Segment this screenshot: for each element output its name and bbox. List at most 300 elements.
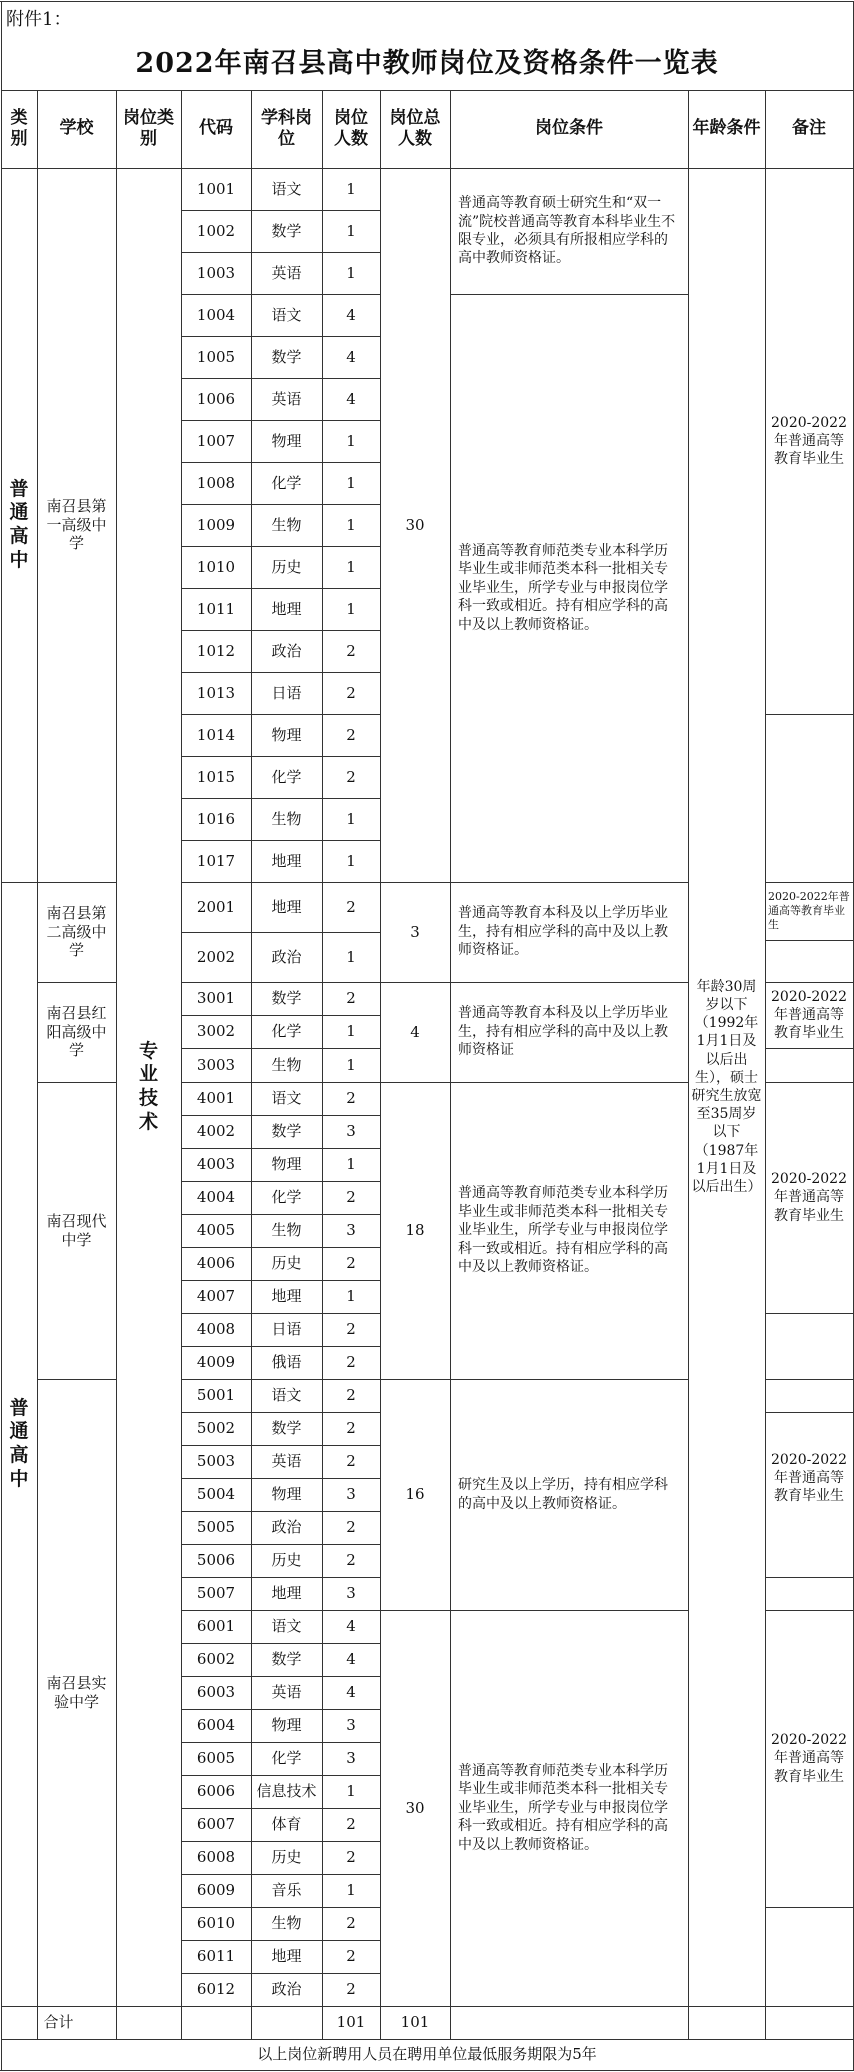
row-code: 4004 — [196, 1188, 236, 1207]
row-subject: 英语 — [271, 389, 302, 408]
row-code: 6006 — [196, 1782, 236, 1801]
school-name: 南召县第二高级中学 — [46, 903, 107, 960]
row-count: 2 — [346, 1089, 356, 1108]
category-cell-1-char: 通 — [9, 501, 29, 524]
row-count: 4 — [346, 1683, 356, 1702]
grid-line — [765, 168, 853, 169]
grid-line — [181, 210, 380, 211]
grid-line — [37, 1379, 116, 1380]
grid-line — [181, 1412, 380, 1413]
row-count: 1 — [346, 473, 356, 492]
row-code: 6009 — [196, 1881, 236, 1900]
row-subject: 体育 — [271, 1815, 302, 1834]
total-count: 3 — [410, 922, 420, 941]
row-count: 1 — [346, 1782, 356, 1801]
grid-line — [181, 1015, 380, 1016]
grid-line — [450, 168, 688, 169]
row-subject: 音乐 — [271, 1881, 302, 1900]
row-count: 2 — [346, 767, 356, 786]
grid-line — [181, 1577, 380, 1578]
grid-line — [181, 588, 380, 589]
grid-line — [181, 1643, 380, 1644]
row-count: 1 — [346, 1155, 356, 1174]
summary-count: 101 — [336, 2013, 366, 2032]
grid-line — [181, 294, 380, 295]
grid-line — [1, 2006, 853, 2007]
row-count: 2 — [346, 683, 356, 702]
post-condition: 普通高等教育硕士研究生和“双一流”院校普通高等教育本科毕业生不限专业，必须具有所报相应学科的高中教师资格证。 — [458, 195, 676, 267]
row-subject: 信息技术 — [256, 1782, 317, 1801]
row-count: 1 — [346, 599, 356, 618]
row-count: 1 — [346, 809, 356, 828]
row-subject: 地理 — [271, 599, 302, 618]
grid-line — [181, 1247, 380, 1248]
grid-line — [181, 1610, 380, 1611]
school-name: 南召县第一高级中学 — [46, 496, 107, 553]
grid-line — [380, 168, 381, 2039]
grid-line — [37, 168, 116, 169]
grid-line — [765, 1412, 853, 1413]
grid-line — [181, 1511, 380, 1512]
row-subject: 化学 — [271, 1749, 302, 1768]
row-code: 6002 — [196, 1650, 236, 1669]
row-count: 1 — [346, 947, 356, 966]
row-subject: 物理 — [271, 725, 302, 744]
row-subject: 化学 — [271, 767, 302, 786]
grid-line — [181, 756, 380, 757]
grid-line — [181, 546, 380, 547]
row-count: 2 — [346, 1551, 356, 1570]
row-subject: 俄语 — [271, 1353, 302, 1372]
grid-line — [1, 2039, 853, 2040]
grid-line — [181, 1808, 380, 1809]
remark: 2020-2022年普通高等教育毕业生 — [771, 1171, 847, 1224]
grid-line — [450, 1610, 688, 1611]
grid-line — [181, 798, 380, 799]
row-code: 2001 — [196, 897, 236, 916]
category-cell-1 — [1, 168, 37, 882]
grid-line — [450, 90, 451, 168]
row-count: 1 — [346, 515, 356, 534]
row-code: 1008 — [196, 473, 236, 492]
remark: 2020-2022年普通高等教育毕业生 — [771, 988, 847, 1042]
grid-line — [181, 1048, 380, 1049]
total-count: 16 — [405, 1485, 425, 1504]
grid-line — [181, 168, 380, 169]
grid-line — [181, 840, 380, 841]
row-subject: 数学 — [271, 989, 302, 1008]
row-code: 5002 — [196, 1419, 236, 1438]
row-count: 4 — [346, 1617, 356, 1636]
footer-note: 以上岗位新聘用人员在聘用单位最低服务期限为5年 — [257, 2045, 597, 2064]
row-subject: 英语 — [271, 1683, 302, 1702]
grid-line — [181, 1478, 380, 1479]
grid-line — [765, 940, 853, 941]
grid-line — [765, 1048, 853, 1049]
row-subject: 日语 — [271, 683, 302, 702]
grid-line — [37, 882, 116, 883]
row-count: 2 — [346, 725, 356, 744]
row-count: 2 — [346, 1452, 356, 1471]
row-subject: 数学 — [271, 1122, 302, 1141]
category-cell-1-char: 高 — [9, 525, 29, 547]
grid-line — [765, 982, 853, 983]
row-subject: 语文 — [271, 305, 302, 324]
row-code: 6001 — [196, 1617, 236, 1636]
grid-line — [181, 90, 182, 168]
row-count: 1 — [346, 431, 356, 450]
row-subject: 数学 — [271, 221, 302, 240]
row-code: 1002 — [196, 221, 236, 240]
grid-line — [380, 1379, 450, 1380]
grid-line — [181, 714, 380, 715]
grid-line — [116, 168, 117, 2039]
row-code: 4006 — [196, 1254, 236, 1273]
row-subject: 政治 — [271, 947, 302, 966]
category-cell-1-char: 中 — [9, 548, 29, 571]
grid-line — [37, 90, 38, 168]
grid-line — [765, 168, 766, 2039]
grid-line — [181, 462, 380, 463]
grid-line — [765, 1907, 853, 1908]
category-cell-2-char: 高 — [9, 1444, 29, 1466]
row-count: 4 — [346, 1650, 356, 1669]
row-code: 1007 — [196, 431, 236, 450]
row-code: 4007 — [196, 1287, 236, 1306]
row-count: 1 — [346, 1022, 356, 1041]
row-count: 1 — [346, 1055, 356, 1074]
row-count: 4 — [346, 305, 356, 324]
grid-line — [450, 882, 688, 883]
grid-line — [1, 90, 853, 91]
grid-line — [181, 1280, 380, 1281]
grid-line — [181, 1313, 380, 1314]
row-count: 3 — [346, 1584, 356, 1603]
row-code: 1010 — [196, 557, 236, 576]
row-code: 6003 — [196, 1683, 236, 1702]
grid-line — [181, 1379, 380, 1380]
row-subject: 历史 — [271, 1551, 302, 1570]
grid-line — [450, 1379, 688, 1380]
grid-line — [116, 90, 117, 168]
row-count: 4 — [346, 347, 356, 366]
grid-line — [853, 90, 854, 168]
grid-line — [450, 982, 688, 983]
row-count: 2 — [346, 1254, 356, 1273]
row-code: 6007 — [196, 1815, 236, 1834]
header-conditions: 岗位条件 — [535, 118, 603, 139]
grid-line — [181, 1346, 380, 1347]
row-code: 5007 — [196, 1584, 236, 1603]
header-count: 岗位人数 — [334, 107, 368, 149]
total-count: 18 — [405, 1221, 425, 1240]
grid-line — [181, 1907, 380, 1908]
category-cell-2-char: 中 — [9, 1467, 29, 1490]
row-code: 3003 — [196, 1055, 236, 1074]
grid-line — [380, 982, 450, 983]
row-subject: 数学 — [271, 347, 302, 366]
grid-line — [1, 168, 2, 2039]
row-code: 4005 — [196, 1221, 236, 1240]
row-subject: 化学 — [271, 473, 302, 492]
grid-line — [181, 168, 182, 2039]
row-code: 1006 — [196, 389, 236, 408]
row-subject: 化学 — [271, 1188, 302, 1207]
row-code: 4001 — [196, 1089, 236, 1108]
school-name: 南召县实验中学 — [46, 1673, 107, 1711]
row-code: 5004 — [196, 1485, 236, 1504]
header-subject: 学科岗位 — [261, 107, 312, 149]
grid-line — [181, 1544, 380, 1545]
grid-line — [181, 1214, 380, 1215]
grid-line — [765, 1610, 853, 1611]
row-code: 6008 — [196, 1848, 236, 1867]
row-count: 4 — [346, 389, 356, 408]
row-code: 1013 — [196, 683, 236, 702]
row-count: 2 — [346, 1320, 356, 1339]
category-cell-2-char: 通 — [9, 1420, 29, 1443]
row-count: 1 — [346, 179, 356, 198]
row-count: 2 — [346, 1848, 356, 1867]
row-subject: 化学 — [271, 1022, 302, 1041]
row-code: 6004 — [196, 1716, 236, 1735]
row-subject: 语文 — [271, 1617, 302, 1636]
grid-line — [181, 420, 380, 421]
grid-line — [1, 90, 2, 168]
row-code: 1005 — [196, 347, 236, 366]
grid-line — [251, 168, 252, 2039]
post-condition: 研究生及以上学历，持有相应学科的高中及以上教师资格证。 — [458, 1477, 668, 1512]
row-code: 6010 — [196, 1914, 236, 1933]
header-total: 岗位总人数 — [389, 107, 441, 149]
grid-line — [181, 504, 380, 505]
row-count: 3 — [346, 1749, 356, 1768]
row-code: 1012 — [196, 641, 236, 660]
row-code: 1001 — [196, 179, 236, 198]
page-title: 2022年南召县高中教师岗位及资格条件一览表 — [135, 48, 719, 80]
age-condition: 年龄30周岁以下（1992年1月1日及以后出生），硕士研究生放宽至35周岁以下（1987年1月1日及以后出生） — [691, 978, 762, 1195]
row-subject: 生物 — [271, 1055, 302, 1074]
grid-line — [765, 1313, 853, 1314]
row-count: 2 — [346, 897, 356, 916]
row-count: 2 — [346, 641, 356, 660]
post-type-cell — [116, 168, 181, 2006]
grid-line — [1, 882, 37, 883]
grid-line — [765, 1577, 853, 1578]
grid-line — [181, 1148, 380, 1149]
row-subject: 语文 — [271, 179, 302, 198]
grid-line — [181, 630, 380, 631]
row-subject: 地理 — [271, 851, 302, 870]
row-code: 1009 — [196, 515, 236, 534]
summary-label: 合计 — [43, 2013, 74, 2032]
post-type-cell-char: 术 — [138, 1110, 158, 1133]
row-count: 2 — [346, 1188, 356, 1207]
row-code: 5001 — [196, 1386, 236, 1405]
row-count: 1 — [346, 1881, 356, 1900]
row-code: 1011 — [196, 599, 236, 618]
row-subject: 数学 — [271, 1419, 302, 1438]
row-code: 5003 — [196, 1452, 236, 1471]
row-count: 2 — [346, 1386, 356, 1405]
grid-line — [181, 672, 380, 673]
post-condition: 普通高等教育师范类专业本科学历毕业生或非师范类本科一批相关专业毕业生，所学专业与申报岗位学科一致或相近。持有相应学科的高中及以上教师资格证。 — [458, 542, 668, 633]
row-subject: 英语 — [271, 1452, 302, 1471]
post-type-cell-char: 技 — [138, 1087, 158, 1109]
remark: 2020-2022年普通高等教育毕业生 — [771, 1451, 847, 1505]
grid-line — [765, 1082, 853, 1083]
row-subject: 历史 — [271, 1254, 302, 1273]
remark: 2020-2022年普通高等教育毕业生 — [768, 890, 850, 931]
grid-line — [688, 168, 689, 2039]
header-remark: 备注 — [792, 118, 826, 139]
row-code: 1016 — [196, 809, 236, 828]
grid-line — [181, 1973, 380, 1974]
grid-line — [37, 982, 116, 983]
post-type-cell-char: 专 — [138, 1039, 158, 1062]
summary-total: 101 — [400, 2013, 430, 2032]
grid-line — [380, 90, 381, 168]
category-cell-2 — [1, 882, 37, 2006]
grid-line — [765, 1379, 853, 1380]
grid-line — [181, 932, 380, 933]
grid-line — [181, 982, 380, 983]
grid-line — [380, 1082, 450, 1083]
row-count: 1 — [346, 557, 356, 576]
row-count: 1 — [346, 1287, 356, 1306]
row-count: 3 — [346, 1221, 356, 1240]
row-code: 1015 — [196, 767, 236, 786]
row-code: 6011 — [196, 1947, 236, 1966]
row-count: 3 — [346, 1716, 356, 1735]
post-type-cell-char: 业 — [138, 1063, 158, 1086]
grid-line — [181, 1445, 380, 1446]
row-subject: 英语 — [271, 263, 302, 282]
grid-line — [765, 714, 853, 715]
row-subject: 物理 — [271, 1485, 302, 1504]
category-cell-2-char: 普 — [9, 1396, 29, 1419]
row-count: 1 — [346, 221, 356, 240]
grid-line — [181, 1709, 380, 1710]
post-condition: 普通高等教育师范类专业本科学历毕业生或非师范类本科一批相关专业毕业生，所学专业与申报岗位学科一致或相近。持有相应学科的高中及以上教师资格证。 — [458, 1762, 668, 1853]
grid-line — [181, 1115, 380, 1116]
grid-line — [181, 882, 380, 883]
row-subject: 政治 — [271, 1518, 302, 1537]
row-subject: 地理 — [271, 1947, 302, 1966]
row-subject: 生物 — [271, 809, 302, 828]
row-count: 2 — [346, 989, 356, 1008]
grid-line — [450, 168, 451, 2039]
header-post-type: 岗位类别 — [123, 107, 174, 149]
row-count: 2 — [346, 1914, 356, 1933]
row-code: 4003 — [196, 1155, 236, 1174]
row-subject: 物理 — [271, 431, 302, 450]
total-count: 30 — [405, 1798, 425, 1817]
post-condition: 普通高等教育本科及以上学历毕业生，持有相应学科的高中及以上教师资格证 — [458, 1005, 668, 1059]
grid-line — [765, 882, 853, 883]
row-code: 2002 — [196, 947, 236, 966]
row-code: 3002 — [196, 1022, 236, 1041]
row-count: 2 — [346, 1947, 356, 1966]
row-count: 2 — [346, 1815, 356, 1834]
row-subject: 历史 — [271, 557, 302, 576]
row-code: 1004 — [196, 305, 236, 324]
header-school: 学校 — [59, 118, 94, 139]
remark: 2020-2022年普通高等教育毕业生 — [771, 1732, 847, 1785]
grid-line — [765, 90, 766, 168]
row-subject: 数学 — [271, 1650, 302, 1669]
row-subject: 语文 — [271, 1386, 302, 1405]
header-code: 代码 — [199, 118, 233, 139]
row-subject: 物理 — [271, 1716, 302, 1735]
row-count: 3 — [346, 1485, 356, 1504]
row-code: 4002 — [196, 1122, 236, 1141]
grid-line — [181, 1775, 380, 1776]
row-subject: 地理 — [271, 1287, 302, 1306]
row-subject: 生物 — [271, 1914, 302, 1933]
row-code: 6005 — [196, 1749, 236, 1768]
grid-line — [853, 168, 854, 2039]
post-condition: 普通高等教育师范类专业本科学历毕业生或非师范类本科一批相关专业毕业生，所学专业与申报岗位学科一致或相近。持有相应学科的高中及以上教师资格证。 — [458, 1185, 668, 1276]
grid-line — [37, 168, 38, 2039]
row-code: 3001 — [196, 989, 236, 1008]
row-code: 1003 — [196, 263, 236, 282]
row-subject: 地理 — [271, 1584, 302, 1603]
row-subject: 生物 — [271, 515, 302, 534]
grid-line — [181, 336, 380, 337]
grid-line — [0, 2070, 854, 2071]
row-subject: 政治 — [271, 641, 302, 660]
header-age: 年龄条件 — [692, 118, 761, 139]
grid-line — [37, 1082, 116, 1083]
row-code: 4008 — [196, 1320, 236, 1339]
row-subject: 地理 — [271, 897, 302, 916]
school-name: 南召现代中学 — [46, 1211, 107, 1249]
row-count: 2 — [346, 1980, 356, 1999]
total-count: 30 — [405, 515, 425, 534]
row-count: 1 — [346, 851, 356, 870]
row-subject: 物理 — [271, 1155, 302, 1174]
grid-line — [0, 1, 854, 2]
total-count: 4 — [410, 1022, 420, 1041]
row-code: 1017 — [196, 851, 236, 870]
grid-line — [181, 378, 380, 379]
row-code: 5005 — [196, 1518, 236, 1537]
row-subject: 日语 — [271, 1320, 302, 1339]
grid-line — [380, 168, 450, 169]
row-code: 4009 — [196, 1353, 236, 1372]
grid-line — [450, 294, 688, 295]
grid-line — [181, 1841, 380, 1842]
grid-line — [322, 168, 323, 2039]
grid-line — [181, 1742, 380, 1743]
grid-line — [380, 882, 450, 883]
post-condition: 普通高等教育本科及以上学历毕业生，持有相应学科的高中及以上教师资格证。 — [458, 905, 668, 959]
row-code: 5006 — [196, 1551, 236, 1570]
grid-line — [181, 1940, 380, 1941]
grid-line — [181, 252, 380, 253]
grid-line — [181, 1082, 380, 1083]
category-cell-1-char: 普 — [9, 477, 29, 500]
header-category: 类别 — [10, 107, 28, 149]
row-code: 1014 — [196, 725, 236, 744]
row-subject: 政治 — [271, 1980, 302, 1999]
remark: 2020-2022年普通高等教育毕业生 — [771, 414, 847, 468]
school-name: 南召县红阳高级中学 — [46, 1003, 107, 1060]
row-subject: 生物 — [271, 1221, 302, 1240]
grid-line — [181, 1676, 380, 1677]
row-count: 2 — [346, 1518, 356, 1537]
